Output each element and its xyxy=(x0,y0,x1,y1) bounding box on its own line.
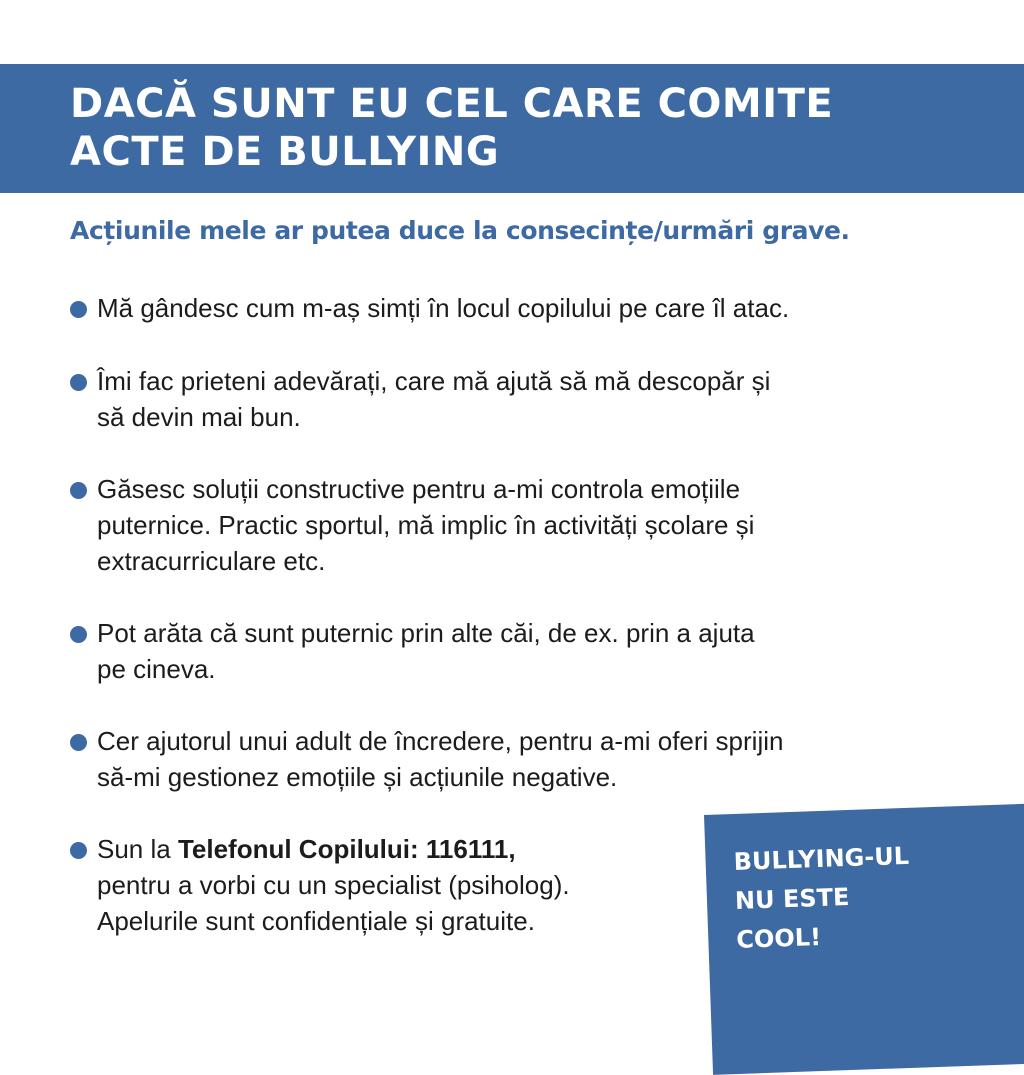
bullet-dot-icon xyxy=(70,626,87,643)
list-item-text: Îmi fac prieteni adevărați, care mă ajută să mă descopăr și să devin mai bun. xyxy=(97,366,771,432)
list-item-text: Pot arăta că sunt puternic prin alte căi, de ex. prin a ajuta pe cineva. xyxy=(97,618,755,684)
bullet-dot-icon xyxy=(70,301,87,318)
helpline-details: pentru a vorbi cu un specialist (psiholog). Apelurile sunt confidențiale și gratuite. xyxy=(97,870,570,936)
bullet-dot-icon xyxy=(70,374,87,391)
subtitle: Acțiunile mele ar putea duce la consecințe/urmări grave. xyxy=(70,216,850,245)
bullet-dot-icon xyxy=(70,482,87,499)
list-item-text xyxy=(97,831,570,939)
list-item-text: Cer ajutorul unui adult de încredere, pentru a-mi oferi sprijin să-mi gestionez emoțiile și acțiunile negative. xyxy=(97,726,784,792)
helpline-prefix: Sun la xyxy=(97,834,178,864)
list-item-text: Mă gândesc cum m-aș simți în locul copilului pe care îl atac. xyxy=(97,293,790,323)
bullet-dot-icon xyxy=(70,734,87,751)
bullet-dot-icon xyxy=(70,842,87,859)
slogan-text: BULLYING-UL NU ESTE COOL! xyxy=(733,841,910,954)
list-item-text: Găsesc soluții constructive pentru a-mi controla emoțiile puternice. Practic sportul, mă implic în activități școlare și extracurriculare etc. xyxy=(97,474,755,576)
page-title: DACĂ SUNT EU CEL CARE COMITE ACTE DE BULLYING xyxy=(70,81,834,175)
helpline-number: Telefonul Copilului: 116111, xyxy=(177,834,516,864)
